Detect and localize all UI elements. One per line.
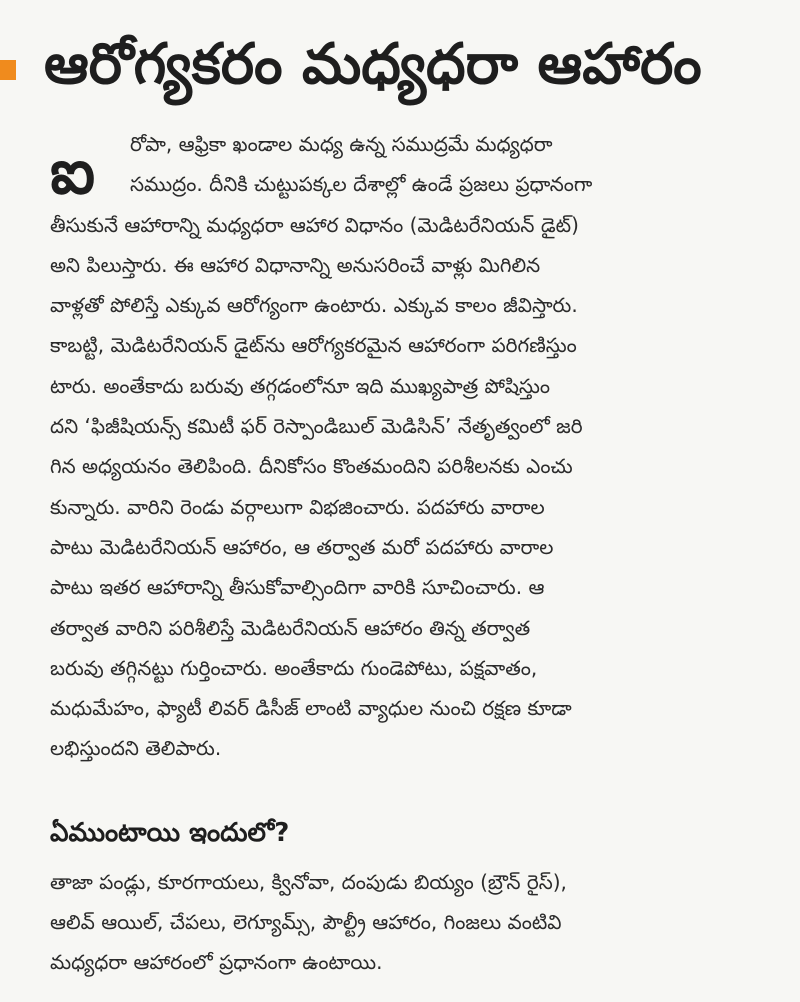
section-line: ఆలివ్ ఆయిల్, చేపలు, లెగ్యూమ్స్, పౌల్ట్రీ ఆహారం, గింజలు వంటివి [50,910,562,934]
dropcap-letter: ఐ [50,135,96,208]
section-subheading: ఏముంటాయి ఇందులో? [50,818,290,848]
article-headline: ఆరోగ్యకరం మధ్యధరా ఆహారం [44,32,702,97]
body-line: టారు. అంతేకాదు బరువు తగ్గడంలోనూ ఇది ముఖ్యపాత్ర పోషిస్తుం [50,373,551,398]
body-line: కాబట్టి, మెడిటరేనియన్ డైట్‌ను ఆరోగ్యకరమైన ఆహారంగా పరిగణిస్తుం [50,333,577,358]
section-line: మధ్యధరా ఆహారంలో ప్రధానంగా ఉంటాయి. [50,950,383,974]
section-body [50,862,780,982]
body-line: సముద్రం. దీనికి చుట్టుపక్కల దేశాల్లో ఉండే ప్రజలు ప్రధానంగా [130,172,593,197]
body-line: తర్వాత వారిని పరిశీలిస్తే మెడిటరేనియన్ ఆహారం తిన్న తర్వాత [50,615,531,640]
body-line: పాటు ఇతర ఆహారాన్ని తీసుకోవాల్సిందిగా వారికి సూచించారు. ఆ [50,575,545,600]
body-line: మధుమేహం, ఫ్యాటీ లివర్ డిసీజ్ లాంటి వ్యాధుల నుంచి రక్షణ కూడా [50,696,572,721]
body-line: పాటు మెడిటరేనియన్ ఆహారం, ఆ తర్వాత మరో పదహారు వారాల [50,534,554,559]
body-line: వాళ్లతో పోలిస్తే ఎక్కువ ఆరోగ్యంగా ఉంటారు. ఎక్కువ కాలం జీవిస్తారు. [50,293,578,318]
body-line: రోపా, ఆఫ్రికా ఖండాల మధ్య ఉన్న సముద్రమే మధ్యధరా [130,132,553,156]
body-line: బరువు తగ్గినట్టు గుర్తించారు. అంతేకాదు గుండెపోటు, పక్షవాతం, [50,655,538,680]
headline-marker [0,60,16,80]
article-body [50,124,780,769]
section-line: తాజా పండ్లు, కూరగాయలు, క్వినోవా, దంపుడు బియ్యం (బ్రౌన్ రైస్), [50,870,567,894]
body-line: దని ‘ఫిజీషియన్స్ కమిటీ ఫర్ రెస్పాండిబుల్ మెడిసిన్’ నేతృత్వంలో జరి [50,414,583,439]
body-line: గిన అధ్యయనం తెలిపింది. దీనికోసం కొంతమందిని పరిశీలనకు ఎంచు [50,454,573,479]
body-line: అని పిలుస్తారు. ఈ ఆహార విధానాన్ని అనుసరించే వాళ్లు మిగిలిన [50,252,541,277]
body-line: కున్నారు. వారిని రెండు వర్గాలుగా విభజించారు. పదహారు వారాల [50,494,545,519]
body-line: తీసుకునే ఆహారాన్ని మధ్యధరా ఆహార విధానం (మెడిటరేనియన్ డైట్) [50,212,579,237]
body-line: లభిస్తుందని తెలిపారు. [50,736,222,761]
